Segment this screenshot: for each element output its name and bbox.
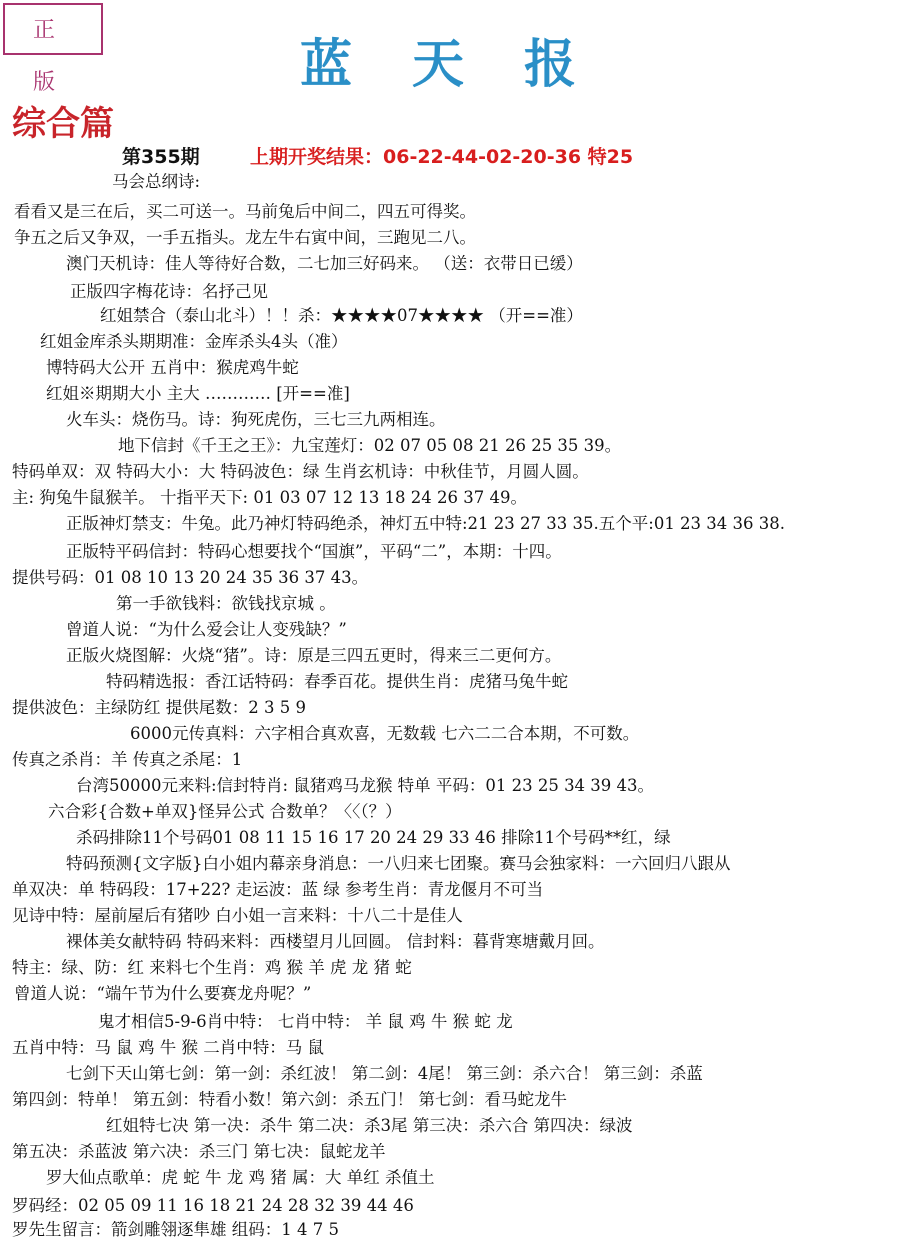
article-line: 曾道人说：“端午节为什么要赛龙舟呢？” bbox=[14, 984, 312, 1003]
article-line: 争五之后又争双，一手五指头。龙左牛右寅中间，三跑见二八。 bbox=[14, 228, 476, 247]
article-line: 主: 狗兔牛鼠猴羊。 十指平天下: 01 03 07 12 13 18 24 26 37 49。 bbox=[12, 488, 528, 507]
article-line: 见诗中特：屋前屋后有猪吵 白小姐一言来料：十八二十是佳人 bbox=[12, 906, 463, 925]
issue-number: 第355期 bbox=[122, 146, 200, 168]
article-line: 看看又是三在后，买二可送一。马前兔后中间二，四五可得奖。 bbox=[14, 202, 476, 221]
article-line: 正版神灯禁支：牛兔。此乃神灯特码绝杀，神灯五中特:21 23 27 33 35.五个平:01 23 34 36 38. bbox=[66, 514, 786, 533]
article-line: 第一手欲钱料：欲钱找京城 。 bbox=[116, 594, 336, 613]
article-line: 七剑下天山第七剑：第一剑：杀红波！ 第二剑：4尾！ 第三剑：杀六合！ 第三剑：杀蓝 bbox=[66, 1064, 703, 1083]
article-line: 马会总纲诗: bbox=[112, 172, 201, 191]
article-line: 特主：绿、防：红 来料七个生肖：鸡 猴 羊 虎 龙 猪 蛇 bbox=[12, 958, 412, 977]
article-line: 台湾50000元来料:信封特肖: 鼠猪鸡马龙猴 特单 平码：01 23 25 34 39 43。 bbox=[76, 776, 655, 795]
article-line: 罗码经：02 05 09 11 16 18 21 24 28 32 39 44 46 bbox=[12, 1196, 414, 1215]
article-line: 红姐禁合（泰山北斗）！！杀：★★★★07★★★★ （开==准） bbox=[100, 306, 583, 325]
article-line: 单双决：单 特码段：17+22? 走运波：蓝 绿 参考生肖：青龙偃月不可当 bbox=[12, 880, 544, 899]
article-line: 五肖中特：马 鼠 鸡 牛 猴 二肖中特：马 鼠 bbox=[12, 1038, 324, 1057]
article-line: 曾道人说：“为什么爱会让人变残缺？” bbox=[66, 620, 347, 639]
section-title: 综合篇 bbox=[12, 104, 114, 144]
article-line: 正版特平码信封：特码心想要找个“国旗”，平码“二”，本期：十四。 bbox=[66, 542, 562, 561]
article-line: 地下信封《千王之王》：九宝莲灯：02 07 05 08 21 26 25 35 39。 bbox=[118, 436, 622, 455]
article-line: 博特码大公开 五肖中：猴虎鸡牛蛇 bbox=[46, 358, 299, 377]
last-draw-result: 上期开奖结果：06-22-44-02-20-36 特25 bbox=[250, 146, 634, 168]
article-line: 罗先生留言：箭剑雕翎逐隼雄 组码：1 4 7 5 bbox=[12, 1220, 339, 1239]
article-line: 提供波色：主绿防红 提供尾数：2 3 5 9 bbox=[12, 698, 306, 717]
article-line: 传真之杀肖：羊 传真之杀尾：1 bbox=[12, 750, 243, 769]
article-line: 鬼才相信5-9-6肖中特： 七肖中特： 羊 鼠 鸡 牛 猴 蛇 龙 bbox=[98, 1012, 513, 1031]
article-line: 澳门天机诗：佳人等待好合数，二七加三好码来。 （送：衣带日已缓） bbox=[66, 254, 583, 273]
genuine-stamp: 正 版 bbox=[3, 3, 103, 55]
article-line: 特码单双：双 特码大小：大 特码波色：绿 生肖玄机诗：中秋佳节，月圆人圆。 bbox=[12, 462, 589, 481]
article-line: 裸体美女献特码 特码来料：西楼望月儿回圆。 信封料：暮背寒塘戴月回。 bbox=[66, 932, 605, 951]
article-line: 杀码排除11个号码01 08 11 15 16 17 20 24 29 33 46 排除11个号码**红，绿 bbox=[76, 828, 671, 847]
article-line: 红姐※期期大小 主大 ………… [开==准] bbox=[46, 384, 350, 403]
article-line: 火车头：烧伤马。诗：狗死虎伤，三七三九两相连。 bbox=[66, 410, 446, 429]
article-line: 正版四字梅花诗：名抒己见 bbox=[70, 282, 268, 301]
article-line: 正版火烧图解：火烧“猪”。诗：原是三四五更时，得来三二更何方。 bbox=[66, 646, 562, 665]
article-line: 罗大仙点歌单：虎 蛇 牛 龙 鸡 猪 属：大 单红 杀值土 bbox=[46, 1168, 435, 1187]
article-line: 提供号码：01 08 10 13 20 24 35 36 37 43。 bbox=[12, 568, 369, 587]
article-line: 特码预测{文字版}白小姐内幕亲身消息：一八归来七团聚。赛马会独家料：一六回归八跟从 bbox=[66, 854, 731, 873]
article-line: 6000元传真料：六字相合真欢喜，无数载 七六二二合本期，不可数。 bbox=[130, 724, 640, 743]
article-line: 六合彩{合数+单双}怪异公式 合数单？〈〈（？） bbox=[48, 802, 402, 821]
article-line: 红姐特七决 第一决：杀牛 第二决：杀3尾 第三决：杀六合 第四决：绿波 bbox=[106, 1116, 633, 1135]
article-line: 第五决：杀蓝波 第六决：杀三门 第七决：鼠蛇龙羊 bbox=[12, 1142, 386, 1161]
article-line: 第四剑：特单！ 第五剑：特看小数！第六剑：杀五门！ 第七剑：看马蛇龙牛 bbox=[12, 1090, 567, 1109]
newspaper-masthead: 蓝天报 bbox=[300, 34, 637, 95]
article-line: 特码精选报：香江话特码：春季百花。提供生肖：虎猪马兔牛蛇 bbox=[106, 672, 568, 691]
article-line: 红姐金库杀头期期准：金库杀头4头（准） bbox=[40, 332, 348, 351]
